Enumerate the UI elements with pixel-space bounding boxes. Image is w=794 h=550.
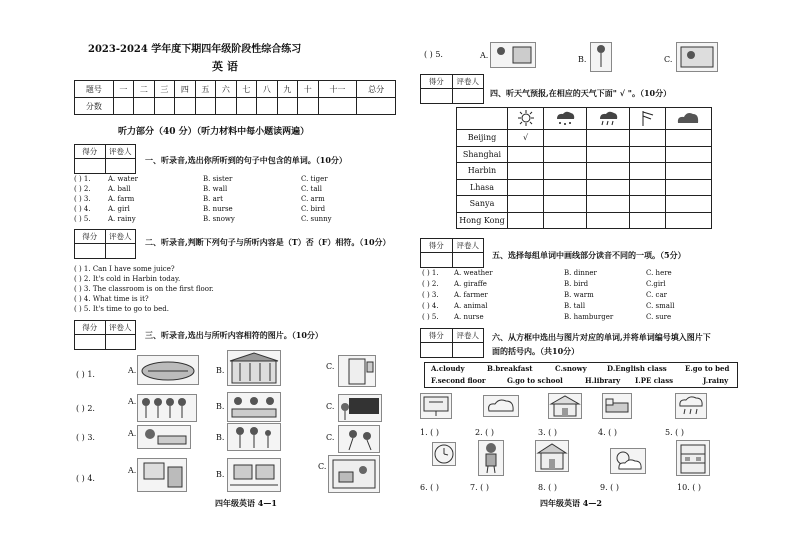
check-cell[interactable]	[508, 179, 544, 196]
option-b: B.	[578, 55, 587, 64]
option-b: B.	[216, 366, 225, 375]
word-option: G.go to school	[507, 376, 563, 385]
word-option: A.cloudy	[431, 364, 465, 373]
answer-blank[interactable]: ( ) 1.	[76, 370, 95, 379]
weather-header-windy	[629, 108, 665, 130]
corner-cell	[457, 108, 508, 130]
running-boy-picture	[490, 42, 536, 68]
list-item	[422, 269, 722, 280]
word-option: E.go to bed	[685, 364, 730, 373]
check-cell[interactable]	[629, 146, 665, 163]
word-option: D.English class	[607, 364, 667, 373]
section1-list	[74, 175, 404, 225]
check-cell[interactable]	[586, 212, 629, 229]
boy-picture	[590, 42, 612, 72]
score-cell: 一	[113, 81, 133, 98]
word-bank	[424, 362, 738, 388]
option-a: A.	[128, 429, 137, 438]
word-option: H.library	[585, 376, 621, 385]
city-cell: Hong Kong	[457, 212, 508, 229]
option-b: B. sister	[203, 175, 233, 183]
answer-blank[interactable]: ( ) 2.	[76, 404, 95, 413]
answer-blank[interactable]: 9. ( )	[600, 483, 619, 492]
score-input-cell[interactable]	[236, 98, 256, 115]
page-footer-right: 四年级英语 4—2	[540, 498, 602, 508]
option-b: B. dinner	[564, 269, 597, 277]
clock-picture	[432, 442, 456, 466]
weather-header-snowy	[544, 108, 587, 130]
table-row	[457, 163, 712, 180]
grader-label: 评卷人	[105, 230, 136, 243]
option-c: C. here	[646, 269, 672, 277]
building-floors-picture	[676, 440, 710, 476]
score-label: 得分	[428, 241, 444, 250]
check-cell[interactable]	[629, 163, 665, 180]
tired-child-picture	[137, 425, 191, 449]
students-class-picture	[227, 392, 281, 422]
answer-blank[interactable]: ( ) 4.	[74, 205, 91, 213]
score-cell: 七	[236, 81, 256, 98]
list-item[interactable]: ( ) 3. The classroom is on the first floor.	[74, 285, 214, 293]
score-label: 得分	[82, 147, 98, 156]
check-cell[interactable]	[629, 179, 665, 196]
score-cell: 五	[195, 81, 215, 98]
option-a: A. ball	[108, 185, 131, 193]
option-b: B. hamburger	[564, 313, 614, 321]
option-c: C.girl	[646, 280, 666, 288]
list-item	[74, 185, 404, 195]
student-walking-picture	[478, 440, 504, 476]
city-cell: Lhasa	[457, 179, 508, 196]
answer-blank[interactable]: ( ) 4.	[76, 474, 95, 483]
option-b: B.	[216, 402, 225, 411]
check-cell[interactable]	[665, 179, 711, 196]
table-row	[457, 196, 712, 213]
option-a: A. farm	[108, 195, 135, 203]
section5-title: 五、选择每组单词中画线部分读音不同的一项。（5分）	[492, 250, 686, 260]
list-item	[422, 291, 722, 302]
answer-blank[interactable]: ( ) 5.	[422, 313, 439, 321]
list-item[interactable]: ( ) 5. It's time to go to bed.	[74, 305, 169, 313]
score-cell: 四	[175, 81, 195, 98]
check-cell[interactable]	[544, 130, 587, 147]
page-footer-left: 四年级英语 4—1	[215, 498, 277, 508]
score-input-cell[interactable]	[318, 98, 357, 115]
section2-list	[74, 265, 404, 315]
option-a: A. giraffe	[454, 280, 487, 288]
score-input-cell[interactable]	[113, 98, 133, 115]
check-cell[interactable]	[629, 196, 665, 213]
answer-blank[interactable]: 6. ( )	[420, 483, 439, 492]
score-input[interactable]	[421, 253, 452, 267]
option-b: B.	[216, 470, 225, 479]
list-item	[74, 195, 404, 205]
city-cell: Harbin	[457, 163, 508, 180]
library-building-picture	[227, 350, 281, 386]
option-b: B.	[216, 433, 225, 442]
answer-blank[interactable]: ( ) 3.	[76, 433, 95, 442]
check-cell[interactable]	[508, 146, 544, 163]
list-item	[74, 215, 404, 225]
check-cell[interactable]	[665, 196, 711, 213]
score-input-cell[interactable]	[277, 98, 297, 115]
sun-icon	[516, 109, 536, 127]
score-cell: 十	[298, 81, 318, 98]
city-cell: Shanghai	[457, 146, 508, 163]
list-item[interactable]: ( ) 2. It's cold in Harbin today.	[74, 275, 181, 283]
score-input-cell[interactable]	[257, 98, 277, 115]
check-cell[interactable]: √	[508, 130, 544, 147]
check-cell[interactable]	[665, 212, 711, 229]
list-item	[422, 313, 722, 324]
answer-blank[interactable]: 4. ( )	[598, 428, 617, 437]
teachers-office-picture	[328, 455, 380, 493]
option-b: B. snowy	[203, 215, 235, 223]
weather-header-rainy	[586, 108, 629, 130]
list-item[interactable]: ( ) 4. What time is it?	[74, 295, 149, 303]
score-label: 得分	[428, 331, 444, 340]
section3-title: 三、听录音,选出与所听内容相符的图片。（10分）	[145, 330, 323, 340]
sun-cloud-picture	[610, 448, 646, 474]
score-input-cell[interactable]	[195, 98, 215, 115]
option-b: B. bird	[564, 280, 589, 288]
table-row	[457, 146, 712, 163]
check-cell[interactable]	[629, 130, 665, 147]
house-picture	[548, 393, 582, 419]
school-building-picture	[535, 440, 569, 472]
score-label: 得分	[82, 323, 98, 332]
check-cell[interactable]	[665, 146, 711, 163]
word-option: F.second floor	[431, 376, 486, 385]
list-item	[74, 175, 404, 185]
grader-input[interactable]	[105, 244, 136, 258]
check-cell[interactable]	[586, 163, 629, 180]
option-c: C. tall	[301, 185, 323, 193]
answer-blank[interactable]: 2. ( )	[475, 428, 494, 437]
check-cell[interactable]	[544, 163, 587, 180]
score-cell: 三	[154, 81, 174, 98]
option-c: C.	[326, 433, 335, 442]
answer-blank[interactable]: 8. ( )	[538, 483, 557, 492]
option-c: C. small	[646, 302, 675, 310]
cloud-picture	[483, 395, 519, 417]
grader-input[interactable]	[452, 253, 484, 267]
table-row	[457, 212, 712, 229]
subject-title: 英 语	[212, 60, 238, 73]
score-table-header-row	[75, 81, 396, 98]
blackboard-lesson-picture	[420, 393, 452, 419]
score-cell: 二	[134, 81, 154, 98]
option-a: A. animal	[454, 302, 488, 310]
answer-blank[interactable]: 1. ( )	[420, 428, 439, 437]
list-item	[422, 302, 722, 313]
score-cell: 分数	[75, 98, 114, 115]
check-cell[interactable]	[586, 130, 629, 147]
answer-blank[interactable]: ( ) 1.	[74, 175, 91, 183]
snow-cloud-icon	[553, 109, 577, 127]
option-a: A.	[480, 51, 489, 60]
word-option: B.breakfast	[487, 364, 533, 373]
check-cell[interactable]	[665, 130, 711, 147]
grader-label: 评卷人	[105, 321, 136, 334]
grader-input[interactable]	[452, 343, 484, 357]
rain-cloud-picture	[675, 393, 707, 419]
score-input-cell[interactable]	[134, 98, 154, 115]
swimming-pool-picture	[137, 355, 199, 385]
art-room-picture	[137, 458, 187, 492]
listening-title: 听力部分（40 分）（听力材料中每小题读两遍）	[118, 127, 310, 137]
answer-blank[interactable]: ( ) 3.	[422, 291, 439, 299]
word-option: C.snowy	[555, 364, 587, 373]
answer-blank[interactable]: ( ) 2.	[422, 280, 439, 288]
score-input[interactable]	[75, 244, 105, 258]
option-b: B. art	[203, 195, 223, 203]
option-c: C. arm	[301, 195, 325, 203]
answer-blank[interactable]: ( ) 1.	[422, 269, 439, 277]
score-table	[74, 80, 396, 115]
score-input-cell[interactable]	[357, 98, 396, 115]
children-group-picture	[137, 394, 197, 422]
answer-blank[interactable]: ( ) 2.	[74, 185, 91, 193]
city-cell: Beijing	[457, 130, 508, 147]
city-cell: Sanya	[457, 196, 508, 213]
grader-label: 评卷人	[452, 75, 484, 88]
answer-blank[interactable]: ( ) 4.	[422, 302, 439, 310]
score-cell: 十一	[318, 81, 357, 98]
score-label: 得分	[82, 232, 98, 241]
list-item	[74, 205, 404, 215]
answer-blank[interactable]: 7. ( )	[470, 483, 489, 492]
option-a: A. farmer	[454, 291, 488, 299]
weather-header-sunny	[508, 108, 544, 130]
weather-header-cloudy	[665, 108, 711, 130]
option-a: A.	[128, 366, 137, 375]
check-cell[interactable]	[586, 179, 629, 196]
grader-label: 评卷人	[452, 239, 484, 252]
option-a: A.	[128, 466, 137, 475]
table-row	[457, 179, 712, 196]
check-cell[interactable]	[544, 146, 587, 163]
option-c: C.	[664, 55, 673, 64]
answer-blank[interactable]: 5. ( )	[665, 428, 684, 437]
score-label: 得分	[428, 77, 444, 86]
option-b: B. tall	[564, 302, 586, 310]
answer-blank[interactable]: ( ) 5.	[74, 215, 91, 223]
grader-input[interactable]	[452, 89, 484, 103]
option-a: A. water	[108, 175, 138, 183]
option-a: A.	[128, 397, 137, 406]
section1-title: 一、听录音,选出你所听到的句子中包含的单词。（10分）	[145, 155, 347, 165]
answer-blank[interactable]: ( ) 3.	[74, 195, 91, 203]
grader-box	[420, 238, 484, 268]
score-input-cell[interactable]	[175, 98, 195, 115]
grader-box	[74, 229, 136, 259]
list-item[interactable]: ( ) 1. Can I have some juice?	[74, 265, 175, 273]
score-input[interactable]	[421, 343, 452, 357]
grader-label: 评卷人	[105, 145, 136, 158]
list-item	[422, 280, 722, 291]
score-cell: 总分	[357, 81, 396, 98]
wind-icon	[637, 109, 657, 127]
grader-input[interactable]	[105, 159, 136, 173]
score-input-cell[interactable]	[216, 98, 236, 115]
grader-box	[74, 320, 136, 350]
score-cell: 八	[257, 81, 277, 98]
word-option: J.rainy	[703, 376, 729, 385]
grader-label: 评卷人	[452, 329, 484, 342]
cloud-icon	[675, 109, 701, 127]
section2-title: 二、听录音,判断下列句子与所听内容是（T）否（F）相符。（10分）	[145, 237, 391, 247]
option-c: C. sunny	[301, 215, 332, 223]
computer-room-picture	[227, 458, 281, 492]
bed-picture	[602, 393, 632, 419]
check-cell[interactable]	[665, 163, 711, 180]
family-picture	[227, 423, 281, 451]
option-a: A. nurse	[454, 313, 484, 321]
check-cell[interactable]	[508, 196, 544, 213]
option-a: A. girl	[108, 205, 130, 213]
word-option: I.PE class	[635, 376, 674, 385]
score-cell: 九	[277, 81, 297, 98]
score-cell: 六	[216, 81, 236, 98]
answer-blank[interactable]: 10. ( )	[677, 483, 702, 492]
option-c: C.	[318, 462, 327, 471]
check-cell[interactable]	[508, 212, 544, 229]
option-b: B. wall	[203, 185, 228, 193]
option-a: A. weather	[454, 269, 493, 277]
check-cell[interactable]	[544, 196, 587, 213]
playing-children-picture	[338, 425, 380, 453]
exam-title: 2023-2024 学年度下期四年级阶段性综合练习	[88, 44, 302, 55]
option-c: C.	[326, 402, 335, 411]
score-input[interactable]	[421, 89, 452, 103]
option-b: B. nurse	[203, 205, 233, 213]
blackboard-picture	[338, 394, 382, 422]
section4-title: 四、听天气预报,在相应的天气下面" √ "。（10分）	[490, 88, 672, 98]
rain-cloud-icon	[596, 109, 620, 127]
score-input[interactable]	[75, 335, 105, 349]
score-input-cell[interactable]	[154, 98, 174, 115]
section6-title-line2: 面的括号内。（共10分）	[492, 346, 580, 356]
option-c: C. car	[646, 291, 667, 299]
score-input-cell[interactable]	[298, 98, 318, 115]
answer-blank[interactable]: 3. ( )	[538, 428, 557, 437]
option-b: B. warm	[564, 291, 594, 299]
score-input[interactable]	[75, 159, 105, 173]
grader-input[interactable]	[105, 335, 136, 349]
option-c: C. tiger	[301, 175, 328, 183]
reading-picture	[676, 42, 718, 72]
check-cell[interactable]	[629, 212, 665, 229]
option-a: A. rainy	[108, 215, 136, 223]
grader-box	[420, 328, 484, 358]
score-table-value-row	[75, 98, 396, 115]
grader-box	[420, 74, 484, 104]
table-row	[457, 130, 712, 147]
door-picture	[338, 355, 376, 387]
check-cell[interactable]	[544, 179, 587, 196]
option-c: C.	[326, 362, 335, 371]
check-cell[interactable]	[586, 196, 629, 213]
section5-list	[422, 269, 722, 324]
check-cell[interactable]	[508, 163, 544, 180]
check-cell[interactable]	[586, 146, 629, 163]
grader-box	[74, 144, 136, 174]
score-cell: 题号	[75, 81, 114, 98]
option-c: C. bird	[301, 205, 326, 213]
section6-title-line1: 六、从方框中选出与图片对应的单词,并将单词编号填入图片下	[492, 332, 711, 342]
check-cell[interactable]	[544, 212, 587, 229]
answer-blank[interactable]: ( ) 5.	[424, 50, 443, 59]
option-c: C. sure	[646, 313, 672, 321]
weather-table	[456, 107, 712, 229]
